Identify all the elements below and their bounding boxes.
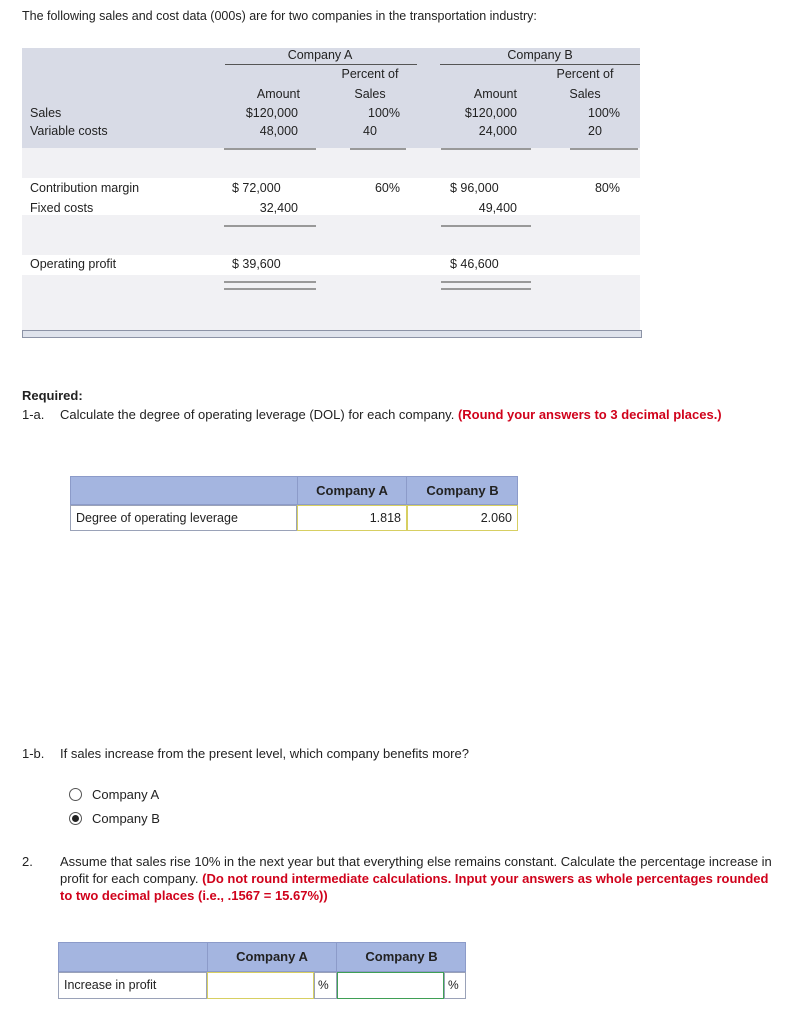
a-amount-header: Amount xyxy=(256,87,300,101)
profit-company-b-unit: % xyxy=(444,972,466,999)
profit-row-label: Increase in profit xyxy=(58,972,207,999)
b-sales-amount: $120,000 xyxy=(464,106,517,120)
subtotal-line xyxy=(570,148,638,150)
table-band xyxy=(22,215,640,255)
required-title: Required: xyxy=(22,388,83,403)
question-1b-number: 1-b. xyxy=(22,746,45,761)
subtotal-line xyxy=(441,148,531,150)
row-label-variable-costs: Variable costs xyxy=(30,124,108,138)
profit-company-a-input[interactable] xyxy=(207,972,314,999)
question-1b xyxy=(22,745,762,762)
a-sales-amount: $120,000 xyxy=(245,106,298,120)
b-cm-pct: 80% xyxy=(594,181,620,195)
radio-company-a[interactable] xyxy=(69,788,82,801)
total-double-line xyxy=(224,281,316,290)
row-label-operating-profit: Operating profit xyxy=(30,257,117,271)
question-1a-text: Calculate the degree of operating leverage (DOL) for each company. xyxy=(60,407,455,422)
intro-text: The following sales and cost data (000s) are for two companies in the transportation industry: xyxy=(22,9,537,23)
b-percent-header-1: Percent of xyxy=(556,67,614,81)
row-label-sales: Sales xyxy=(30,106,62,120)
question-1a-hint: (Round your answers to 3 decimal places.) xyxy=(457,407,722,422)
a-percent-header-2: Sales xyxy=(354,87,386,101)
radio-label-company-a[interactable]: Company A xyxy=(92,787,160,802)
subtotal-line xyxy=(224,148,316,150)
b-variable-pct: 20 xyxy=(588,124,602,138)
total-double-line xyxy=(441,281,531,290)
dol-col-company-b: Company B xyxy=(426,483,499,498)
a-sales-pct: 100% xyxy=(368,106,400,120)
question-2-text: Assume that sales rise 10% in the next year but that everything else remains constant. Calculate the percentage increase in profit for each company. xyxy=(60,854,772,886)
subtotal-line xyxy=(350,148,406,150)
company-b-header: Company B xyxy=(507,48,573,62)
horizontal-scrollbar[interactable] xyxy=(22,330,642,338)
header-underline xyxy=(440,64,640,65)
radio-company-b[interactable] xyxy=(69,812,82,825)
row-label-contribution-margin: Contribution margin xyxy=(30,181,140,195)
a-cm-amount: $ 72,000 xyxy=(232,181,281,195)
b-fixed-amount: 49,400 xyxy=(478,201,517,215)
dol-company-a-input[interactable]: 1.818 xyxy=(297,505,407,531)
question-1a-number: 1-a. xyxy=(22,407,45,422)
b-sales-pct: 100% xyxy=(588,106,620,120)
a-cm-pct: 60% xyxy=(374,181,400,195)
profit-col-company-b: Company B xyxy=(365,949,438,964)
b-profit-amount: $ 46,600 xyxy=(450,257,499,271)
profit-company-b-input[interactable] xyxy=(337,972,444,999)
b-cm-amount: $ 96,000 xyxy=(450,181,499,195)
question-2-number: 2. xyxy=(22,854,33,869)
a-variable-amount: 48,000 xyxy=(259,124,298,138)
b-percent-header-2: Sales xyxy=(569,87,601,101)
dol-company-b-input[interactable]: 2.060 xyxy=(407,505,518,531)
subtotal-line xyxy=(441,225,531,227)
a-percent-header-1: Percent of xyxy=(341,67,399,81)
question-2 xyxy=(22,853,782,904)
dol-col-company-a: Company A xyxy=(297,476,407,505)
profit-company-a-unit: % xyxy=(314,972,337,999)
table-band xyxy=(22,275,640,330)
radio-label-company-b[interactable]: Company B xyxy=(92,811,160,826)
a-profit-amount: $ 39,600 xyxy=(232,257,281,271)
company-a-header: Company A xyxy=(287,48,353,62)
dol-row-label: Degree of operating leverage xyxy=(70,505,297,531)
b-amount-header: Amount xyxy=(473,87,517,101)
question-1a xyxy=(22,406,762,423)
question-2-hint: (Do not round intermediate calculations. Input your answers as whole percentages rounded to two decimal places (i.e., .1567 = 15.67%)) xyxy=(60,871,769,903)
table-band xyxy=(22,148,640,178)
header-underline xyxy=(225,64,417,65)
a-variable-pct: 40 xyxy=(363,124,377,138)
row-label-fixed-costs: Fixed costs xyxy=(30,201,94,215)
question-1b-text: If sales increase from the present level, which company benefits more? xyxy=(60,746,469,761)
b-variable-amount: 24,000 xyxy=(478,124,517,138)
subtotal-line xyxy=(224,225,316,227)
profit-col-company-a: Company A xyxy=(207,942,337,972)
a-fixed-amount: 32,400 xyxy=(259,201,298,215)
